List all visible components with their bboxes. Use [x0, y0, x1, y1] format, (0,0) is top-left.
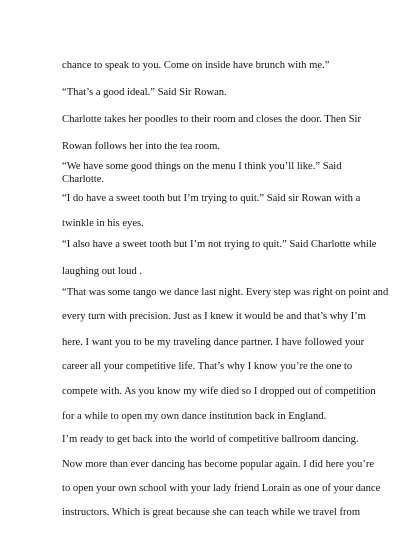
- text-line: Now more than ever dancing has become popular again. I did here you’re: [62, 459, 375, 470]
- text-line: “That was some tango we dance last night. Every step was right on point and: [62, 287, 389, 298]
- text-line: “I also have a sweet tooth but I’m not trying to quit.” Said Charlotte while: [62, 239, 377, 250]
- text-line: here. I want you to be my traveling dance partner. I have followed your: [62, 337, 365, 348]
- text-line: I’m ready to get back into the world of competitive ballroom dancing.: [62, 434, 359, 445]
- text-line: “That’s a good ideal.” Said Sir Rowan.: [62, 87, 227, 98]
- text-line: for a while to open my own dance institution back in England.: [62, 411, 327, 422]
- text-line: career all your competitive life. That’s why I know you’re the one to: [62, 361, 353, 372]
- text-line: compete with. As you know my wife died so I dropped out of competition: [62, 386, 376, 397]
- text-line: Charlotte takes her poodles to their room and closes the door. Then Sir: [62, 114, 362, 125]
- text-line: twinkle in his eyes.: [62, 218, 144, 229]
- text-line: instructors. Which is great because she can teach while we travel from: [62, 507, 361, 518]
- text-line: “I do have a sweet tooth but I’m trying to quit.” Said sir Rowan with a: [62, 193, 361, 204]
- text-line: every turn with precision. Just as I knew it would be and that’s why I’m: [62, 311, 366, 322]
- text-line: “We have some good things on the menu I think you’ll like.” Said: [62, 161, 342, 172]
- text-line: Charlotte.: [62, 174, 105, 185]
- text-line: Rowan follows her into the tea room.: [62, 141, 220, 152]
- text-line: laughing out loud .: [62, 266, 143, 277]
- text-line: to open your own school with your lady friend Lorain as one of your dance: [62, 483, 381, 494]
- text-line: chance to speak to you. Come on inside have brunch with me.”: [62, 60, 330, 71]
